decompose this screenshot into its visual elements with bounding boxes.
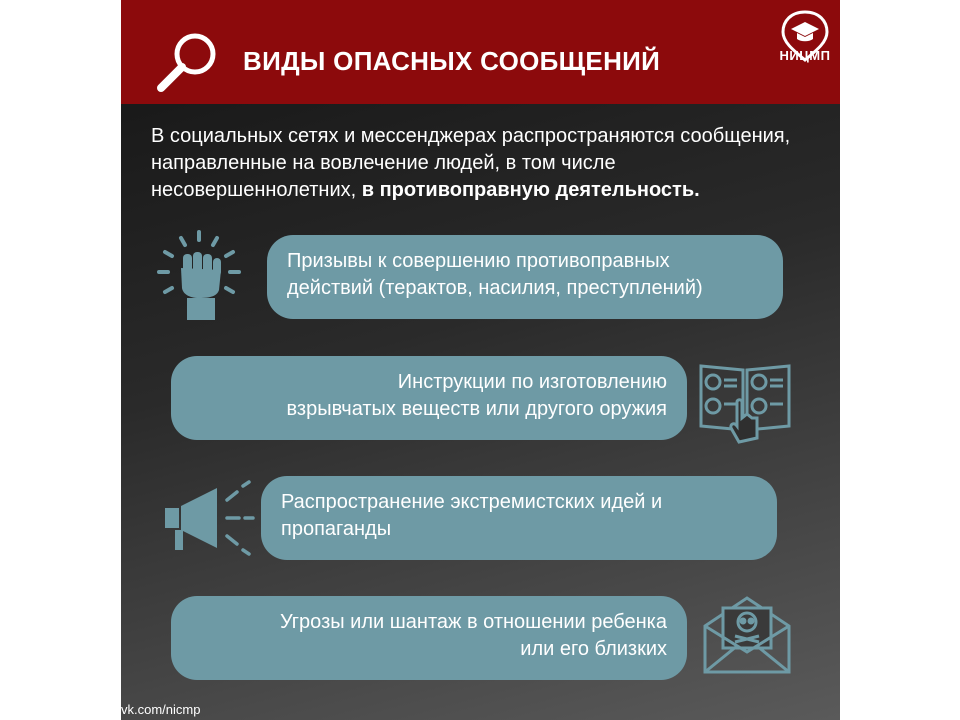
card-line: Призывы к совершению противоправных bbox=[287, 250, 670, 272]
megaphone-icon bbox=[157, 480, 257, 556]
card-line: Угрозы или шантаж в отношении ребенка bbox=[279, 611, 667, 633]
card-line: или его близких bbox=[520, 638, 667, 660]
card-line: Распространение экстремистских идей и bbox=[281, 491, 663, 513]
intro-bold-text: в противоправную деятельность. bbox=[361, 179, 700, 201]
card-calls-to-violence bbox=[267, 235, 783, 319]
card-line: действий (терактов, насилия, преступлений) bbox=[287, 277, 703, 299]
header-banner bbox=[121, 0, 840, 104]
source-link: vk.com/nicmp bbox=[121, 702, 201, 717]
intro-text: В социальных сетях и мессенджерах распространяются сообщения, направленные на вовлечение людей, в том числе несовершеннолетних, bbox=[151, 125, 791, 201]
card-weapon-instructions bbox=[171, 356, 687, 440]
page-title: ВИДЫ ОПАСНЫХ СООБЩЕНИЙ bbox=[243, 46, 661, 76]
infographic-poster bbox=[121, 0, 840, 720]
raised-fist-icon bbox=[151, 228, 247, 324]
intro-paragraph bbox=[151, 123, 821, 204]
card-threats-blackmail bbox=[171, 596, 687, 680]
card-line: пропаганды bbox=[281, 518, 392, 540]
instruction-book-icon bbox=[697, 356, 793, 452]
magnifier-icon bbox=[153, 28, 223, 98]
card-line: взрывчатых веществ или другого оружия bbox=[286, 398, 667, 420]
card-extremist-propaganda bbox=[261, 476, 777, 560]
card-line: Инструкции по изготовлению bbox=[397, 371, 667, 393]
logo-label: НИЦМП bbox=[779, 48, 831, 63]
skull-envelope-icon bbox=[701, 590, 793, 676]
